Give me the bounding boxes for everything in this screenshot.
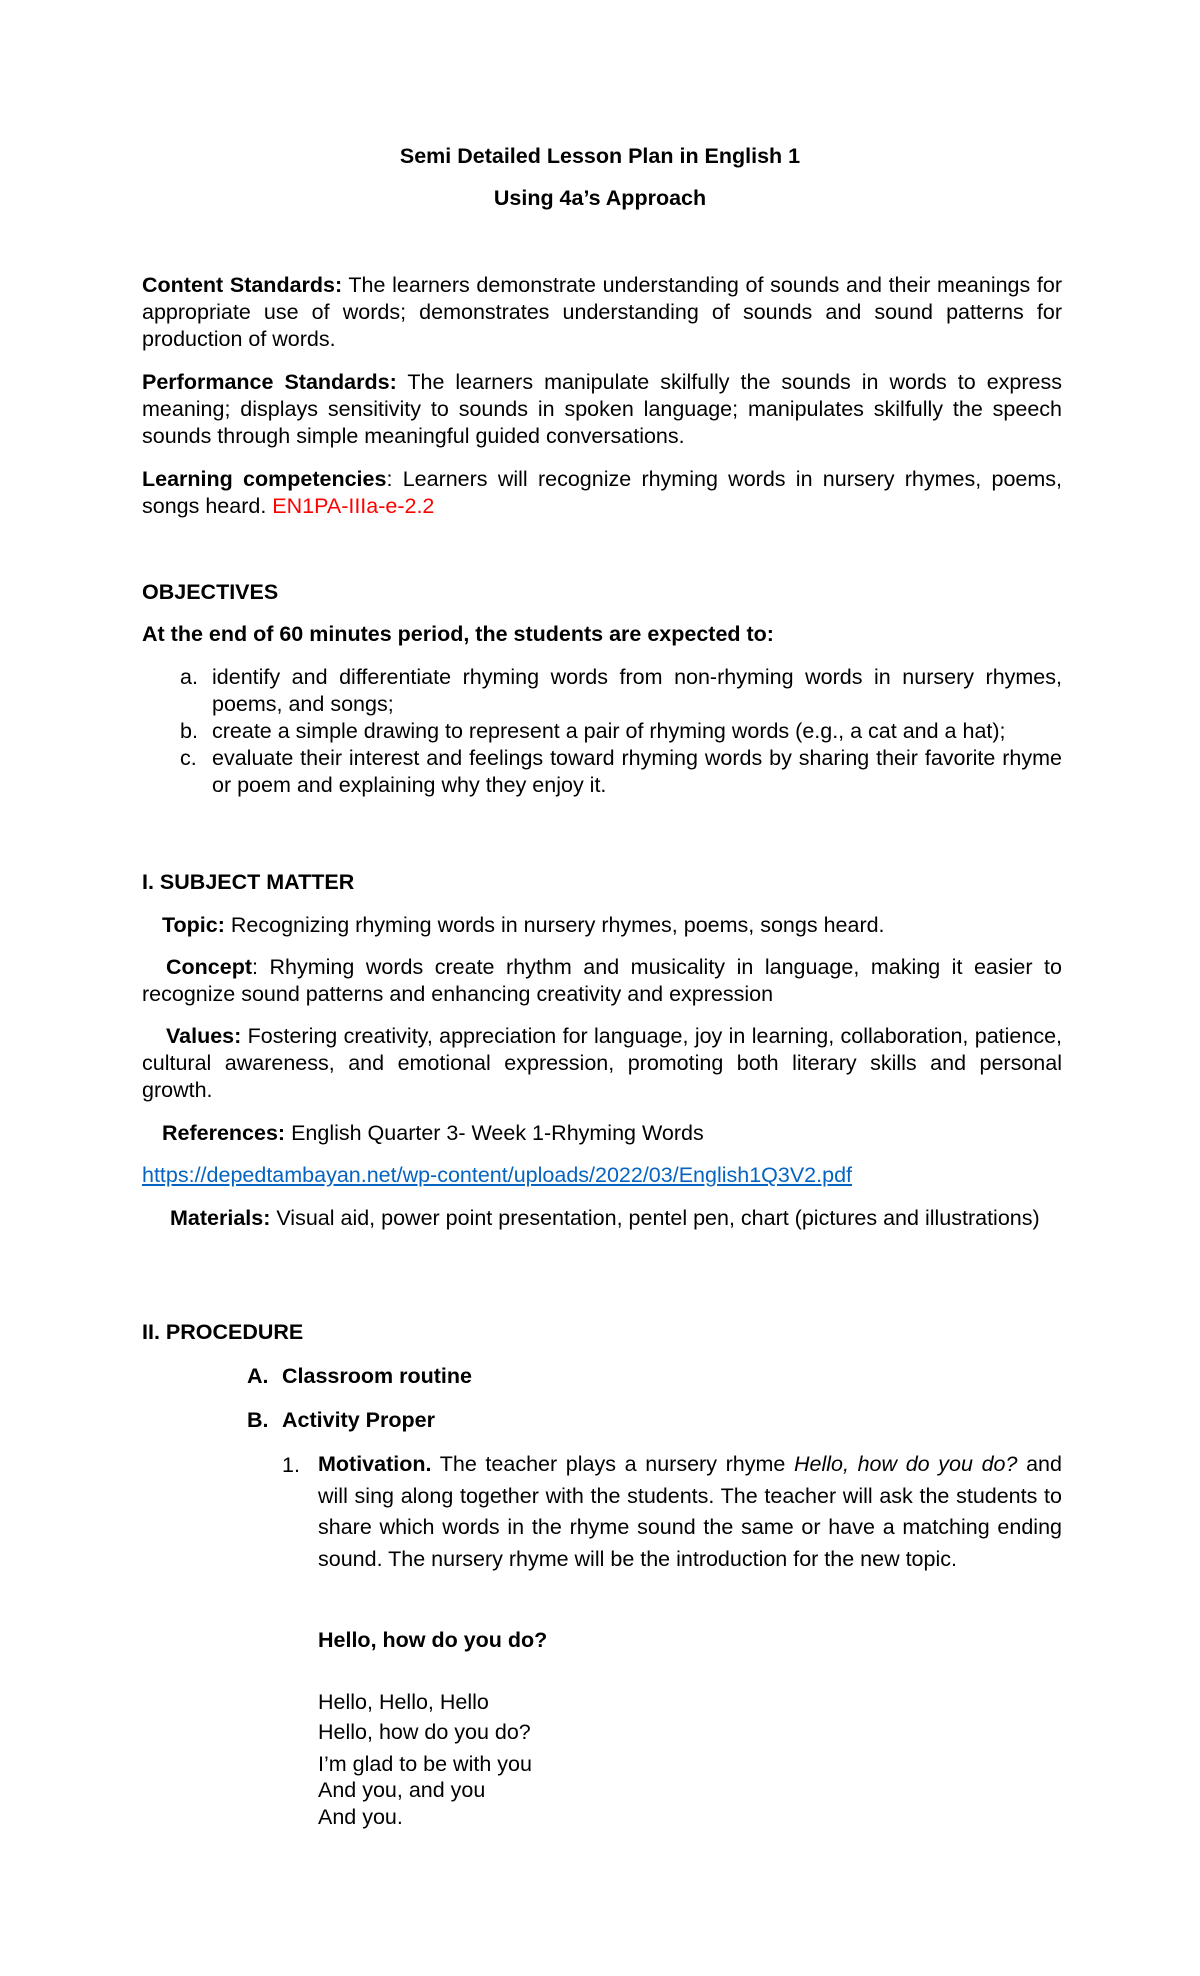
performance-standards <box>142 369 1062 450</box>
motivation-paragraph <box>318 1449 1062 1575</box>
motivation-rhyme-title: Hello, how do you do? <box>793 1452 1018 1476</box>
topic <box>142 912 1062 939</box>
topic-label: Topic: <box>162 913 225 937</box>
content-standards-label: Content Standards: <box>142 273 343 297</box>
poem-line: And you, and you <box>318 1778 486 1802</box>
values-label: Values: <box>166 1024 242 1048</box>
subject-matter-heading: I. SUBJECT MATTER <box>142 870 355 894</box>
objective-marker: b. <box>180 719 198 743</box>
objective-item <box>142 664 1062 718</box>
motivation-label: Motivation. <box>318 1452 432 1476</box>
learning-competencies-text: : Learners will recognize rhyming words in nursery rhymes, poems, songs heard. <box>142 467 1062 518</box>
poem-line: Hello, Hello, Hello <box>318 1690 489 1714</box>
objectives-intro: At the end of 60 minutes period, the students are expected to: <box>142 622 774 646</box>
objectives-list <box>142 664 1062 799</box>
document-title: Semi Detailed Lesson Plan in English 1 <box>399 144 801 168</box>
concept-text: : Rhyming words create rhythm and musicality in language, making it easier to recognize sound patterns and enhancing creativity and expression <box>142 955 1062 1006</box>
objective-text: identify and differentiate rhyming words from non-rhyming words in nursery rhymes, poems, and songs; <box>212 665 1062 716</box>
materials <box>142 1205 1062 1232</box>
document-subtitle: Using 4a’s Approach <box>493 186 707 210</box>
objective-item <box>142 745 1062 799</box>
motivation-text-2: and will sing along together with the students. The teacher will ask the students to share which words in the rhyme sound the same or have a matching ending sound. The nursery rhyme will be the introduction for the new topic. <box>318 1452 1062 1571</box>
motivation-text-1: The teacher plays a nursery rhyme <box>431 1452 794 1476</box>
poem-line: I’m glad to be with you <box>318 1752 532 1776</box>
content-standards <box>142 272 1062 353</box>
performance-standards-text: The learners manipulate skilfully the sounds in words to express meaning; displays sensitivity to sounds in spoken language; manipulates skilfully the speech sounds through simple meaningful guided conversations. <box>142 370 1062 448</box>
competency-code: EN1PA-IIIa-e-2.2 <box>272 494 435 518</box>
procedure-marker: A. <box>247 1364 269 1388</box>
learning-competencies <box>142 466 1062 520</box>
learning-competencies-label: Learning competencies <box>142 467 387 491</box>
content-standards-text: The learners demonstrate understanding of sounds and their meanings for appropriate use of words; demonstrates understanding of sounds and sound patterns for production of words. <box>142 273 1062 351</box>
objective-text: evaluate their interest and feelings toward rhyming words by sharing their favorite rhyme or poem and explaining why they enjoy it. <box>212 746 1062 797</box>
procedure-label: Classroom routine <box>282 1364 472 1388</box>
objective-text: create a simple drawing to represent a pair of rhyming words (e.g., a cat and a hat); <box>212 719 1006 743</box>
references-text: English Quarter 3- Week 1-Rhyming Words <box>285 1121 704 1145</box>
poem-line: And you. <box>318 1805 403 1829</box>
references-label: References: <box>162 1121 286 1145</box>
reference-link-row <box>142 1162 1062 1189</box>
motivation-number: 1. <box>282 1453 300 1477</box>
materials-text: Visual aid, power point presentation, pentel pen, chart (pictures and illustrations) <box>270 1206 1040 1230</box>
concept <box>142 954 1062 1008</box>
procedure-label: Activity Proper <box>282 1408 435 1432</box>
concept-label: Concept <box>166 955 252 979</box>
values <box>142 1023 1062 1104</box>
reference-link[interactable]: https://depedtambayan.net/wp-content/uploads/2022/03/English1Q3V2.pdf <box>142 1163 853 1187</box>
references <box>142 1120 1062 1147</box>
procedure-item-b <box>247 1408 435 1433</box>
objectives-heading: OBJECTIVES <box>142 580 279 604</box>
procedure-marker: B. <box>247 1408 269 1432</box>
objective-item <box>142 718 1062 745</box>
poem-line: Hello, how do you do? <box>318 1720 531 1744</box>
topic-text: Recognizing rhyming words in nursery rhymes, poems, songs heard. <box>224 913 885 937</box>
objective-marker: a. <box>180 665 198 689</box>
poem-title: Hello, how do you do? <box>318 1628 548 1652</box>
objective-marker: c. <box>180 746 197 770</box>
values-text: Fostering creativity, appreciation for language, joy in learning, collaboration, patience, cultural awareness, and emotional expression, promoting both literary skills and personal growth. <box>142 1024 1062 1102</box>
materials-label: Materials: <box>170 1206 271 1230</box>
procedure-heading: II. PROCEDURE <box>142 1320 304 1344</box>
procedure-item-a <box>247 1364 472 1389</box>
performance-standards-label: Performance Standards: <box>142 370 397 394</box>
